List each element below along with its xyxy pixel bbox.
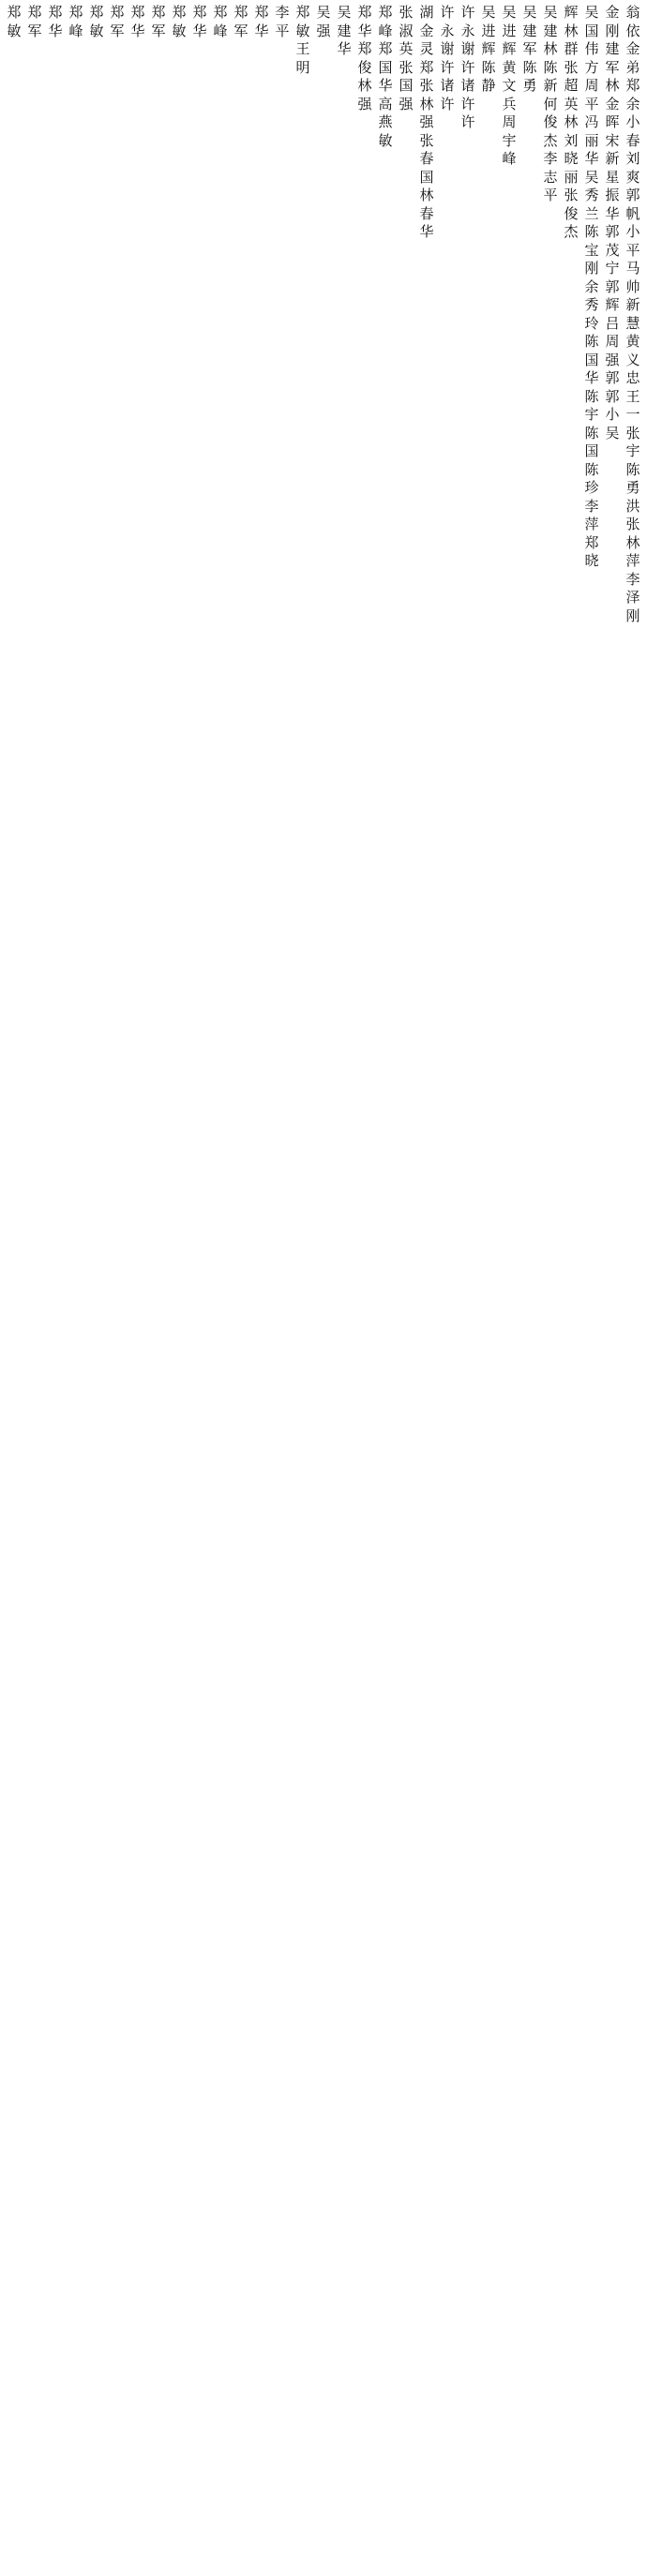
name-column: 郑敏: [7, 4, 22, 39]
name-column: 吴国伟方周平冯丽华吴秀兰陈宝刚余秀玲陈国华陈宇陈国陈珍李萍郑晓: [584, 4, 599, 569]
name-column: 金刚建军林金晖宋新星振华郭茂宁郭辉吕周强郭郭小吴: [605, 4, 620, 442]
name-column: 吴建华: [337, 4, 352, 57]
name-column: 郑峰: [213, 4, 228, 39]
name-column: 郑军: [110, 4, 125, 39]
name-column: 郑华: [48, 4, 63, 39]
name-column: 张淑英张国强: [399, 4, 414, 112]
name-column: 许永谢许诸许许: [460, 4, 475, 130]
name-column: 吴建军陈勇: [522, 4, 537, 94]
name-column: 辉林群张超英林刘晓丽张俊杰: [564, 4, 579, 240]
name-column: 吴强: [316, 4, 331, 39]
name-column: 郑华郑俊林强: [357, 4, 372, 112]
name-column: 郑军: [151, 4, 166, 39]
name-column: 郑敏王明: [295, 4, 310, 76]
name-column: 郑华: [254, 4, 269, 39]
name-column: 翁依金弟郑余小春刘爽郭帆小平马帅新慧黄义忠王一 张宇陈勇洪张林萍李泽刚: [625, 4, 640, 624]
name-column: 郑敏: [172, 4, 187, 39]
name-column: 湖金灵郑张林强张春国林春华: [419, 4, 434, 240]
name-column: 李平: [275, 4, 290, 39]
name-column: 吴进辉陈静: [481, 4, 496, 94]
name-column: 郑峰: [68, 4, 83, 39]
name-column: 许永谢许诸许: [440, 4, 455, 112]
name-column: 郑峰郑国华高燕敏: [378, 4, 393, 149]
name-column: 郑华: [130, 4, 145, 39]
name-column: 郑军: [27, 4, 42, 39]
name-column: 吴建林陈新何俊杰李志平: [543, 4, 558, 203]
name-column: 郑军: [233, 4, 248, 39]
name-column: 郑敏: [89, 4, 104, 39]
name-column: 郑华: [192, 4, 207, 39]
name-column: 吴进辉黄文兵周宇峰: [502, 4, 517, 167]
